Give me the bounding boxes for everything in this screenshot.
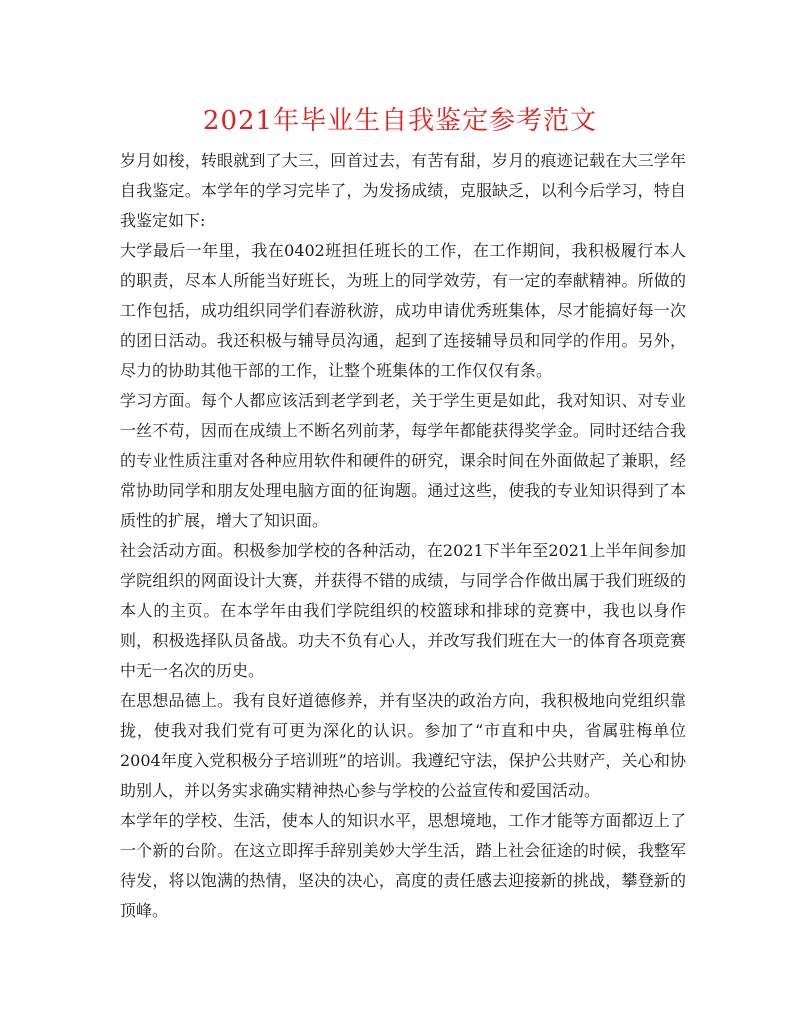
document-body — [120, 146, 686, 926]
paragraph-conclusion: 本学年的学校、生活，使本人的知识水平，思想境地，工作才能等方面都迈上了一个新的台阶。在这立即挥手辞别美妙大学生活，踏上社会征途的时候，我整军待发，将以饱满的热情，坚决的决心，高度的责任感去迎接新的挑战，攀登新的顶峰。 — [120, 811, 686, 920]
paragraph-study: 学习方面。每个人都应该活到老学到老，关于学生更是如此，我对知识、对专业一丝不苟，因而在成绩上不断名列前茅，每学年都能获得奖学金。同时还结合我的专业性质注重对各种应用软件和硬件的研究，课余时间在外面做起了兼职，经常协助同学和朋友处理电脑方面的征询题。通过这些，使我的专业知识得到了本质性的扩展，增大了知识面。 — [120, 391, 686, 530]
document-title: 2021年毕业生自我鉴定参考范文 — [202, 106, 598, 136]
paragraph-morality: 在思想品德上。我有良好道德修养，并有坚决的政治方向，我积极地向党组织靠拢，使我对我们党有可更为深化的认识。参加了“市直和中央，省属驻梅单位2004年度入党积极分子培训班”的培训。我遵纪守法，保护公共财产，关心和协助别人，并以务实求确实精神热心参与学校的公益宣传和爱国活动。 — [120, 691, 686, 800]
paragraph-class-monitor: 大学最后一年里，我在0402班担任班长的工作，在工作期间，我积极履行本人的职责，尽本人所能当好班长，为班上的同学效劳，有一定的奉献精神。所做的工作包括，成功组织同学们春游秋游，成功申请优秀班集体，尽才能搞好每一次的团日活动。我还积极与辅导员沟通，起到了连接辅导员和同学的作用。另外，尽力的协助其他干部的工作，让整个班集体的工作仅仅有条。 — [120, 241, 686, 380]
paragraph-social-activities: 社会活动方面。积极参加学校的各种活动，在2021下半年至2021上半年间参加学院组织的网面设计大赛，并获得不错的成绩，与同学合作做出属于我们班级的本人的主页。在本学年由我们学院组织的校篮球和排球的竞赛中，我也以身作则，积极选择队员备战。功夫不负有心人，并改写我们班在大一的体育各项竞赛中无一名次的历史。 — [120, 541, 686, 680]
paragraph-intro: 岁月如梭，转眼就到了大三，回首过去，有苦有甜，岁月的痕迹记载在大三学年自我鉴定。本学年的学习完毕了，为发扬成绩，克服缺乏，以利今后学习，特自我鉴定如下: — [120, 151, 686, 230]
